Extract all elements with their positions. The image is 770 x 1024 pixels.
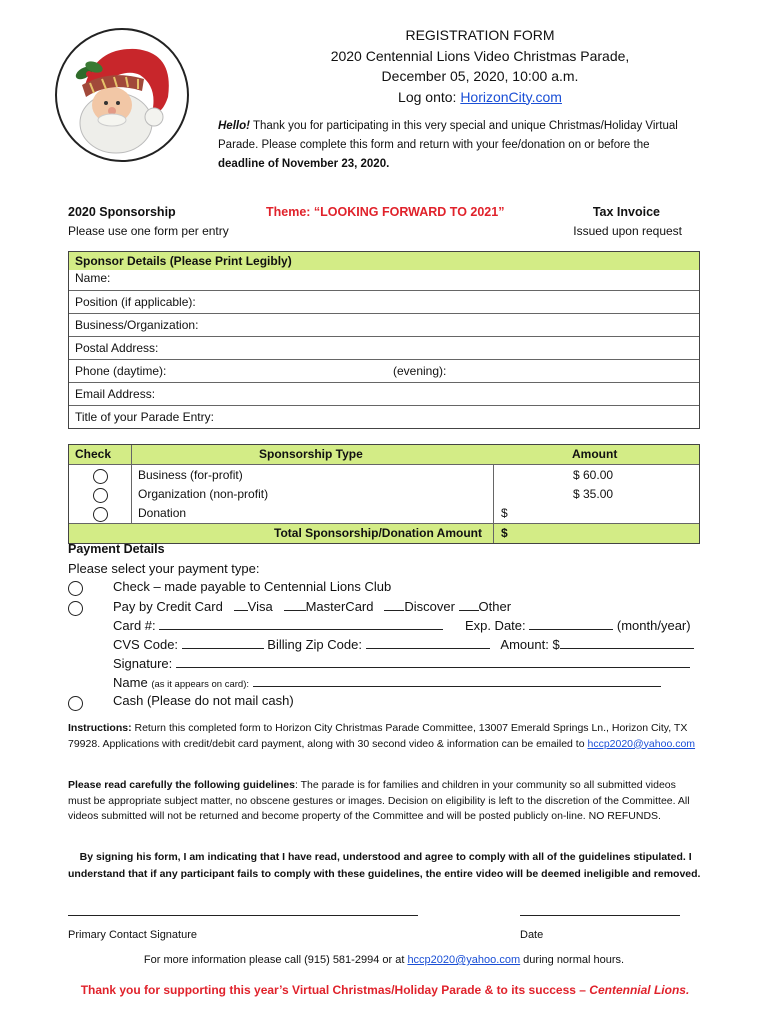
discover-label: Discover (404, 599, 455, 614)
discover-blank[interactable] (384, 598, 404, 611)
email-field[interactable] (69, 382, 699, 405)
more-info-line (68, 954, 700, 966)
card-number-input[interactable] (159, 617, 443, 630)
billing-zip-label: Billing Zip Code: (267, 637, 362, 652)
guidelines-paragraph (68, 778, 700, 825)
instructions-paragraph (68, 721, 700, 752)
thank-you-text: Thank you for supporting this year’s Virtual Christmas/Holiday Parade & to its success – (80, 983, 590, 997)
name-note: (as it appears on card): (151, 679, 249, 690)
theme-text: Theme: “LOOKING FORWARD TO 2021” (266, 205, 505, 219)
mastercard-blank[interactable] (284, 598, 306, 611)
cash-payment-radio[interactable] (68, 696, 83, 711)
cvs-input[interactable] (182, 636, 264, 649)
log-onto-label: Log onto: (398, 88, 461, 105)
business-label: Business/Organization: (75, 318, 199, 332)
cvs-line (113, 636, 694, 652)
business-radio[interactable] (93, 469, 108, 484)
postal-address-field[interactable] (69, 336, 699, 359)
type-label: Organization (non-profit) (138, 487, 269, 501)
phone-field[interactable] (69, 359, 699, 382)
guidelines-text: : The parade is for families and children in your community so all submitted videos must be appropriate subject matter, no obscene gestures or images. Decision on eligibility is left to the discretion of the Committee. All videos submitted will not be returned and become property of the Committee and will be posted publicly on-line. NO REFUNDS. (68, 779, 690, 822)
total-label: Total Sponsorship/Donation Amount (274, 526, 482, 540)
instructions-email-link[interactable]: hccp2020@yahoo.com (587, 737, 696, 750)
exp-date-input[interactable] (529, 617, 613, 630)
sponsorship-title: 2020 Sponsorship (68, 205, 176, 219)
horizon-city-link[interactable]: HorizonCity.com (460, 88, 562, 105)
mastercard-label: MasterCard (305, 599, 374, 614)
other-blank[interactable] (459, 598, 479, 611)
column-divider (131, 445, 132, 464)
guidelines-label: Please read carefully the following guidelines (68, 779, 295, 791)
deadline-text: deadline of November 23, 2020. (218, 158, 390, 170)
total-row (69, 523, 699, 543)
type-row-donation (69, 504, 699, 523)
sponsorship-subtitle: Please use one form per entry (68, 224, 229, 238)
type-amount: $ 60.00 (573, 468, 614, 482)
email-label: Email Address: (75, 387, 156, 401)
check-column-header: Check (75, 447, 112, 461)
type-label: Business (for-profit) (138, 468, 243, 482)
card-number-label: Card #: (113, 618, 156, 633)
thank-you-message (40, 983, 730, 997)
primary-signature-label: Primary Contact Signature (68, 929, 197, 941)
payment-details-title: Payment Details (68, 542, 165, 556)
entry-title-label: Title of your Parade Entry: (75, 410, 214, 424)
signature-label: Signature: (113, 656, 173, 671)
other-label: Other (478, 599, 512, 614)
cvs-label: CVS Code: (113, 637, 179, 652)
date-label: Date (520, 929, 544, 941)
signature-input[interactable] (176, 655, 690, 668)
name-field[interactable] (69, 270, 699, 290)
primary-signature-input[interactable] (68, 915, 418, 916)
type-row-organization (69, 485, 699, 504)
type-label: Donation (138, 506, 187, 520)
credit-card-line (113, 598, 511, 614)
cardholder-name-input[interactable] (253, 674, 661, 687)
sponsorship-type-rows (69, 465, 699, 523)
credit-card-radio[interactable] (68, 601, 83, 616)
donation-radio[interactable] (93, 507, 108, 522)
cash-payment-label: Cash (Please do not mail cash) (113, 693, 294, 708)
payment-amount-label: Amount: $ (500, 637, 560, 652)
check-payment-radio[interactable] (68, 581, 83, 596)
amount-column-header: Amount (572, 447, 618, 461)
month-year-hint: (month/year) (616, 618, 691, 633)
form-title: REGISTRATION FORM (405, 27, 555, 43)
visa-blank[interactable] (234, 598, 248, 611)
card-number-line (113, 617, 691, 633)
agreement-text: By signing his form, I am indicating that I have read, understood and agree to comply with all of the guidelines stipulated. I understand that if any participant fails to comply with these guidelines, the entire video will be deemed ineligible and removed. (68, 851, 701, 880)
more-info-prefix: For more information please call (915) 581-2994 or at (143, 954, 408, 966)
check-payment-label: Check – made payable to Centennial Lions Club (113, 579, 392, 594)
instructions-label: Instructions: (68, 722, 132, 734)
sponsorship-type-header (69, 445, 699, 465)
more-info-suffix: during normal hours. (520, 954, 625, 966)
centennial-lions-signoff: Centennial Lions. (589, 983, 690, 997)
agreement-statement (68, 849, 704, 882)
credit-card-label: Pay by Credit Card (113, 599, 223, 614)
santa-logo-image (54, 27, 190, 163)
sponsorship-type-table (68, 444, 700, 544)
date-input[interactable] (520, 915, 680, 916)
postal-label: Postal Address: (75, 341, 159, 355)
total-amount-field[interactable]: $ (501, 526, 508, 540)
position-field[interactable] (69, 290, 699, 313)
cardholder-name-line (113, 674, 661, 690)
payment-select-prompt: Please select your payment type: (68, 561, 260, 576)
visa-label: Visa (247, 599, 273, 614)
log-onto-line (240, 87, 720, 108)
event-date: December 05, 2020, 10:00 a.m. (381, 68, 579, 84)
billing-zip-input[interactable] (366, 636, 490, 649)
tax-invoice-subtitle: Issued upon request (573, 224, 682, 238)
phone-daytime-label: Phone (daytime): (75, 364, 167, 378)
type-amount: $ 35.00 (573, 487, 614, 501)
signature-line (113, 655, 690, 671)
name-label: Name: (75, 271, 111, 285)
phone-evening-label: (evening): (393, 364, 447, 378)
intro-text: Thank you for participating in this very special and unique Christmas/Holiday Virtual Parade. Please complete this form and return with your fee/donation on or before the (218, 120, 678, 151)
business-field[interactable] (69, 313, 699, 336)
sponsor-details-header: Sponsor Details (Please Print Legibly) (69, 252, 699, 270)
footer-email-link[interactable]: hccp2020@yahoo.com (407, 954, 521, 966)
hello-word: Hello! (218, 120, 250, 132)
type-row-business (69, 466, 699, 485)
intro-paragraph (218, 117, 698, 174)
type-column-header: Sponsorship Type (259, 447, 363, 461)
column-divider (493, 524, 494, 543)
payment-amount-input[interactable] (560, 636, 694, 649)
exp-date-label: Exp. Date: (464, 618, 526, 633)
organization-radio[interactable] (93, 488, 108, 503)
form-title-block (240, 25, 720, 107)
cardholder-name-label: Name (113, 675, 148, 690)
donation-amount-field[interactable]: $ (501, 506, 508, 520)
entry-title-field[interactable] (69, 405, 699, 428)
sponsor-details-table (68, 251, 700, 429)
tax-invoice-title: Tax Invoice (592, 205, 660, 219)
event-name: 2020 Centennial Lions Video Christmas Parade, (330, 47, 630, 64)
position-label: Position (if applicable): (75, 295, 196, 309)
instructions-text: Return this completed form to Horizon City Christmas Parade Committee, 13007 Emerald Springs Ln., Horizon City, TX 79928. Applications with credit/debit card payment, along with 30 second video & information can be emailed to (68, 722, 688, 750)
